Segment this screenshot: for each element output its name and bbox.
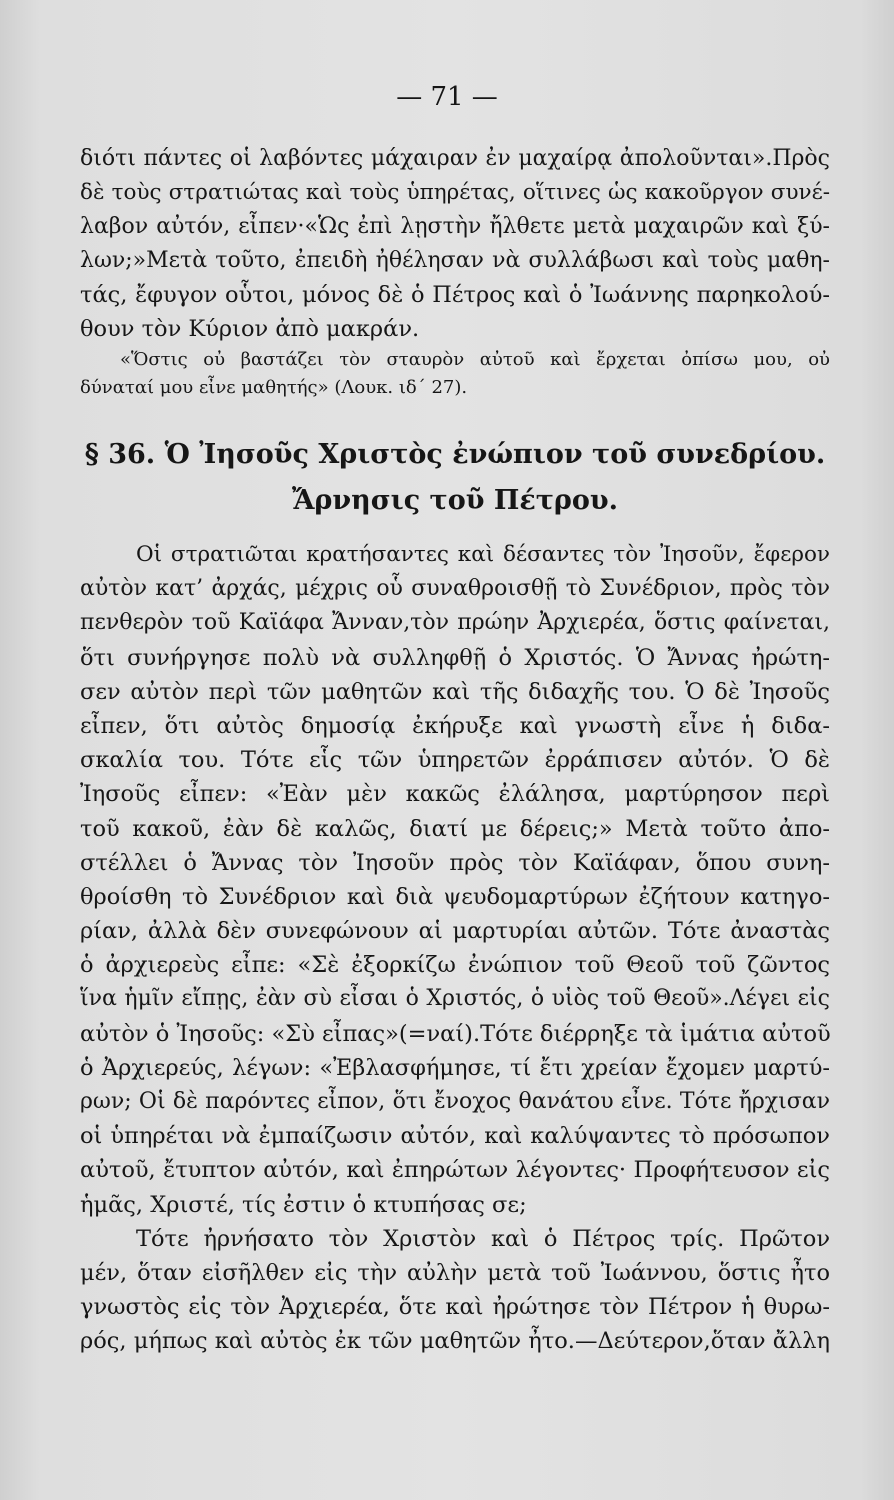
text-line: δὲ τοὺς στρατιώτας καὶ τοὺς ὑπηρέτας, οἵτινες ὡς κακοῦργον συνέ- — [80, 180, 830, 205]
quote-line: δύναταί μου εἶνε μαθητής» (Λουκ. ιδ΄ 27). — [80, 377, 468, 398]
text-line: ἡμᾶς, Χριστέ, τίς ἐστιν ὁ κτυπήσας σε; — [80, 1191, 527, 1218]
text-line: μέν, ὅταν εἰσῆλθεν εἰς τὴν αὐλὴν μετὰ τοῦ Ἰωάννου, ὅστις ἦτο — [80, 1259, 830, 1286]
text-line: τάς, ἔφυγον οὗτοι, μόνος δὲ ὁ Πέτρος καὶ ὁ Ἰωάννης παρηκολού- — [80, 282, 830, 308]
body-paragraph — [80, 538, 830, 1222]
text-line: σεν αὐτὸν περὶ τῶν μαθητῶν καὶ τῆς διδαχῆς του. Ὁ δὲ Ἰησοῦς — [80, 678, 830, 705]
text-line: λων;»Μετὰ τοῦτο, ἐπειδὴ ἠθέλησαν νὰ συλλάβωσι καὶ τοὺς μαθη- — [80, 248, 830, 273]
page-number: — 71 — — [396, 82, 498, 112]
final-paragraph — [80, 1222, 830, 1359]
text-line: θροίσθη τὸ Συνέδριον καὶ διὰ ψευδομαρτύρων ἐζήτουν κατηγο- — [80, 883, 830, 910]
text-line: ρός, μήπως καὶ αὐτὸς ἐκ τῶν μαθητῶν ἦτο.—Δεύτερον,ὅταν ἄλλη — [80, 1328, 830, 1355]
text-line: οἱ ὑπηρέται νὰ ἐμπαίζωσιν αὐτόν, καὶ καλύψαντες τὸ πρόσωπον — [80, 1123, 830, 1150]
text-line: θουν τὸν Κύριον ἀπὸ μακράν. — [80, 316, 420, 342]
text-line: ὅτι συνήργησε πολὺ νὰ συλληφθῇ ὁ Χριστός. Ὁ Ἄννας ἠρώτη- — [80, 644, 830, 671]
opening-paragraph — [80, 142, 830, 346]
text-line: τοῦ κακοῦ, ἐὰν δὲ καλῶς, διατί με δέρεις;» Μετὰ τοῦτο ἀπο- — [80, 815, 830, 842]
section-heading: § 36. Ὁ Ἰησοῦς Χριστὸς ἐνώπιον τοῦ συνεδρίου. — [84, 439, 826, 470]
text-line: γνωστὸς εἰς τὸν Ἀρχιερέα, ὅτε καὶ ἠρώτησε τὸν Πέτρον ἡ θυρω- — [80, 1294, 830, 1321]
text-line: αὐτοῦ, ἔτυπτον αὐτόν, καὶ ἐπηρώτων λέγοντες· Προφήτευσον εἰς — [80, 1157, 830, 1184]
text-line: αὐτὸν κατ’ ἀρχάς, μέχρις οὗ συναθροισθῇ τὸ Συνέδριον, πρὸς τὸν — [80, 576, 830, 602]
text-line: πενθερὸν τοῦ Καϊάφα Ἄνναν,τὸν πρώην Ἀρχιερέα, ὅστις φαίνεται, — [80, 610, 830, 636]
text-line: εἶπεν, ὅτι αὐτὸς δημοσίᾳ ἐκήρυξε καὶ γνωστὴ εἶνε ἡ διδα- — [80, 712, 830, 739]
text-line: Ἰησοῦς εἶπεν: «Ἐὰν μὲν κακῶς ἐλάλησα, μαρτύρησον περὶ — [80, 781, 830, 808]
text-line: Οἱ στρατιῶται κρατήσαντες καὶ δέσαντες τὸν Ἰησοῦν, ἔφερον — [136, 542, 830, 567]
text-line: ρων; Οἱ δὲ παρόντες εἶπον, ὅτι ἔνοχος θανάτου εἶνε. Τότε ἤρχισαν — [80, 1089, 830, 1114]
text-line: ὁ Ἀρχιερεύς, λέγων: «Ἐβλασφήμησε, τί ἔτι χρείαν ἔχομεν μαρτύ- — [80, 1054, 830, 1081]
text-line: ὁ ἀρχιερεὺς εἶπε: «Σὲ ἐξορκίζω ἐνώπιον τοῦ Θεοῦ τοῦ ζῶντος — [80, 952, 830, 979]
quote-line: «Ὅστις οὐ βαστάζει τὸν σταυρὸν αὐτοῦ καὶ ἔρχεται ὀπίσω μου, οὐ — [120, 349, 830, 370]
page-content — [80, 142, 830, 1359]
text-line: σκαλία του. Τότε εἷς τῶν ὑπηρετῶν ἐρράπισεν αὐτόν. Ὁ δὲ — [80, 747, 830, 774]
text-line: ἵνα ἡμῖν εἴπῃς, ἐὰν σὺ εἶσαι ὁ Χριστός, ὁ υἱὸς τοῦ Θεοῦ».Λέγει εἰς — [80, 986, 830, 1012]
text-line: λαβον αὐτόν, εἶπεν·«Ὡς ἐπὶ λῃστὴν ἤλθετε μετὰ μαχαιρῶν καὶ ξύ- — [80, 214, 830, 239]
text-line: Τότε ἠρνήσατο τὸν Χριστὸν καὶ ὁ Πέτρος τρίς. Πρῶτον — [136, 1225, 830, 1252]
section-subheading: Ἄρνησις τοῦ Πέτρου. — [291, 485, 619, 516]
text-line: ρίαν, ἀλλὰ δὲν συνεφώνουν αἱ μαρτυρίαι αὐτῶν. Τότε ἀναστὰς — [80, 918, 830, 945]
text-line: στέλλει ὁ Ἄννας τὸν Ἰησοῦν πρὸς τὸν Καϊάφαν, ὅπου συνη- — [80, 849, 830, 876]
text-line: διότι πάντες οἱ λαβόντες μάχαιραν ἐν μαχαίρᾳ ἀπολοῦνται».Πρὸς — [80, 146, 830, 171]
text-line: αὐτὸν ὁ Ἰησοῦς: «Σὺ εἶπας»(=ναί).Τότε διέρρηξε τὰ ἱμάτια αὐτοῦ — [80, 1020, 831, 1047]
scripture-quote — [80, 346, 830, 402]
